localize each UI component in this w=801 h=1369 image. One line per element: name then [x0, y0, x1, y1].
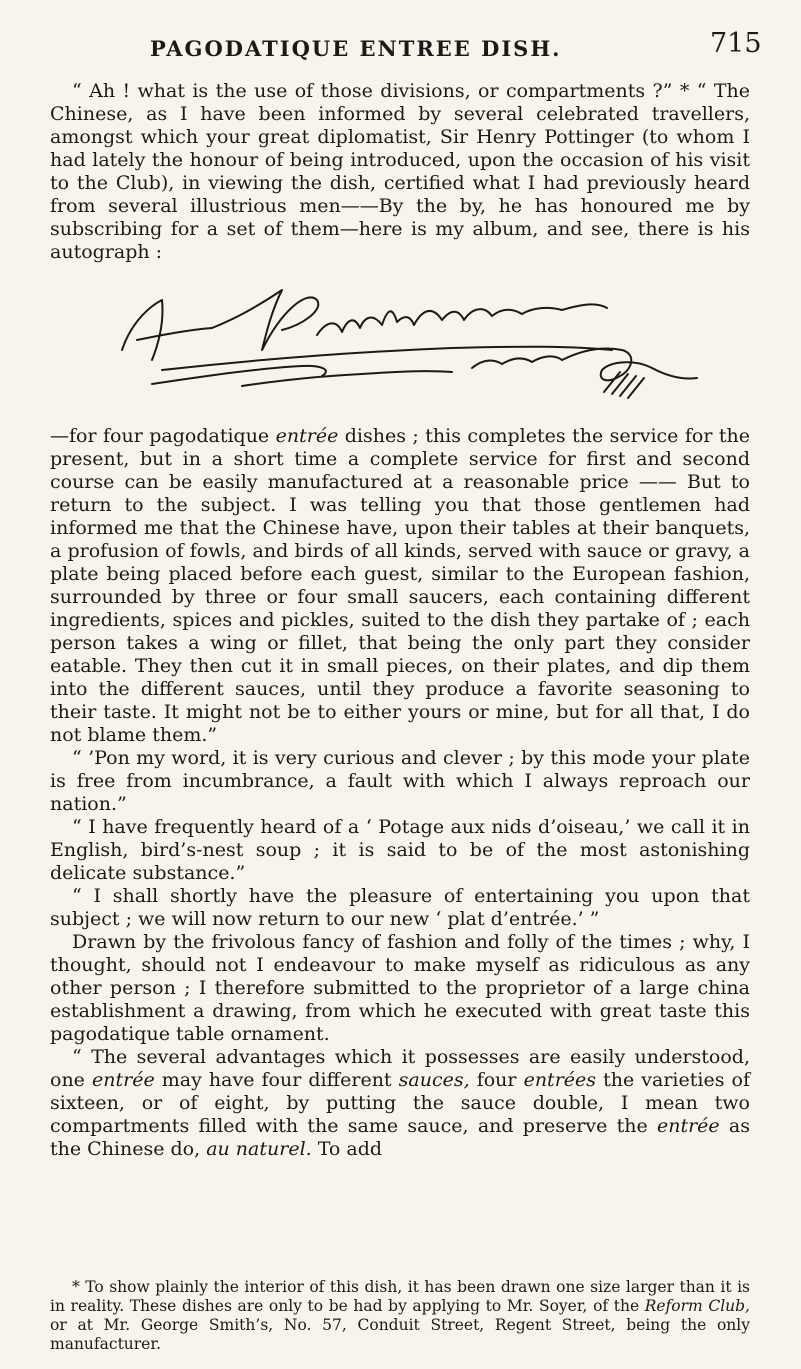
page-number: 715 [710, 28, 762, 59]
signature-underline-stroke [162, 347, 612, 370]
paragraph [50, 747, 750, 816]
italic-run: entrée [275, 425, 339, 447]
italic-run: entrée [656, 1115, 720, 1137]
italic-run: entrées [523, 1069, 597, 1091]
text-run: as the Chinese do, [50, 1115, 751, 1160]
top-paragraph [50, 80, 750, 264]
signature-letters-stroke [317, 304, 607, 335]
footnote-paragraph [50, 1278, 750, 1354]
text-run: four [469, 1069, 524, 1091]
text-run: To add [311, 1138, 383, 1160]
text-run: “ ’Pon my word, it is very curious and clever ; by this mode your plate is free from incumbrance, a fault with which I always reproach our nation.” [50, 747, 750, 815]
text-run: * To show plainly the interior of this dish, it has been drawn one size larger than it is in reality. These dishes are only to be had by applying to Mr. Soyer, of the [50, 1278, 750, 1315]
paragraph [50, 816, 750, 885]
paragraph [50, 885, 750, 931]
italic-run: au naturel. [206, 1138, 312, 1160]
italic-run: Reform Club, [644, 1297, 750, 1315]
text-run: “ I shall shortly have the pleasure of entertaining you upon that subject ; we will now return to our new ‘ plat d’entrée.’ ” [50, 885, 750, 930]
text-run: or at Mr. George Smith’s, No. 57, Conduit Street, Regent Street, being the only manufacturer. [50, 1316, 750, 1353]
signature-h-stroke [122, 300, 212, 360]
paragraph [50, 1046, 750, 1161]
italic-run: sauces, [398, 1069, 470, 1091]
signature-p-stroke [212, 290, 318, 350]
text-run: dishes ; this completes the service for the present, but in a short time a complete service for first and second course can be easily manufactured at a reasonable price —— But to return to the subject. I was telling you that those gentlemen had informed me that the Chinese have, upon their tables at their banquets, a profusion of fowls, and birds of all kinds, served with sauce or gravy, a plate being placed before each guest, similar to the European fashion, surrounded by three or four small saucers, each containing different ingredients, spices and pickles, suited to the dish they partake of ; each person takes a wing or fillet, that being the only part they consider eatable. They then cut it in small pieces, on their plates, and dip them into the different sauces, until they produce a favorite seasoning to their taste. It might not be to either yours or mine, but for all that, I do not blame them.” [50, 425, 750, 746]
footnote [50, 1278, 750, 1354]
signature-right-flourish [562, 348, 697, 380]
text-run: —for four pagodatique [50, 425, 276, 447]
signature-swash-lower [242, 356, 562, 386]
italic-run: entrée [92, 1069, 155, 1091]
signature-hatch-marks [604, 372, 644, 398]
paragraph [50, 425, 750, 747]
paragraph: “ Ah ! what is the use of those divisions, or compartments ?” * “ The Chinese, as I have been informed by several celebrated travellers, amongst which your great diplomatist, Sir Henry Pottinger (to whom I had lately the honour of being introduced, upon the occasion of his visit to the Club), in viewing the dish, certified what I had previously heard from several illustrious men——By the by, he has honoured me by subscribing for a set of them—here is my album, and see, there is his autograph : [50, 80, 750, 263]
autograph-signature [92, 280, 722, 410]
running-head [0, 28, 801, 68]
text-run: may have four different [154, 1069, 399, 1091]
text-run: Drawn by the frivolous fancy of fashion and folly of the times ; why, I thought, should not I endeavour to make myself as ridiculous as any other person ; I therefore submitted to the proprietor of a large china establishment a drawing, from which he executed with great taste this pagodatique table ornament. [50, 931, 750, 1045]
body-text [50, 425, 750, 1161]
text-run: “ The several advantages which it possesses are easily understood, one [50, 1046, 750, 1091]
running-head-title: PAGODATIQUE ENTREE DISH. [150, 36, 562, 61]
text-run: “ I have frequently heard of a ‘ Potage aux nids d’oiseau,’ we call it in English, bird’s-nest soup ; it is said to be of the most astonishing delicate substance.” [50, 816, 750, 884]
paragraph [50, 931, 750, 1046]
text-run: the varieties of sixteen, or of eight, by putting the sauce double, I mean two compartments filled with the same sauce, and preserve the [50, 1069, 750, 1137]
